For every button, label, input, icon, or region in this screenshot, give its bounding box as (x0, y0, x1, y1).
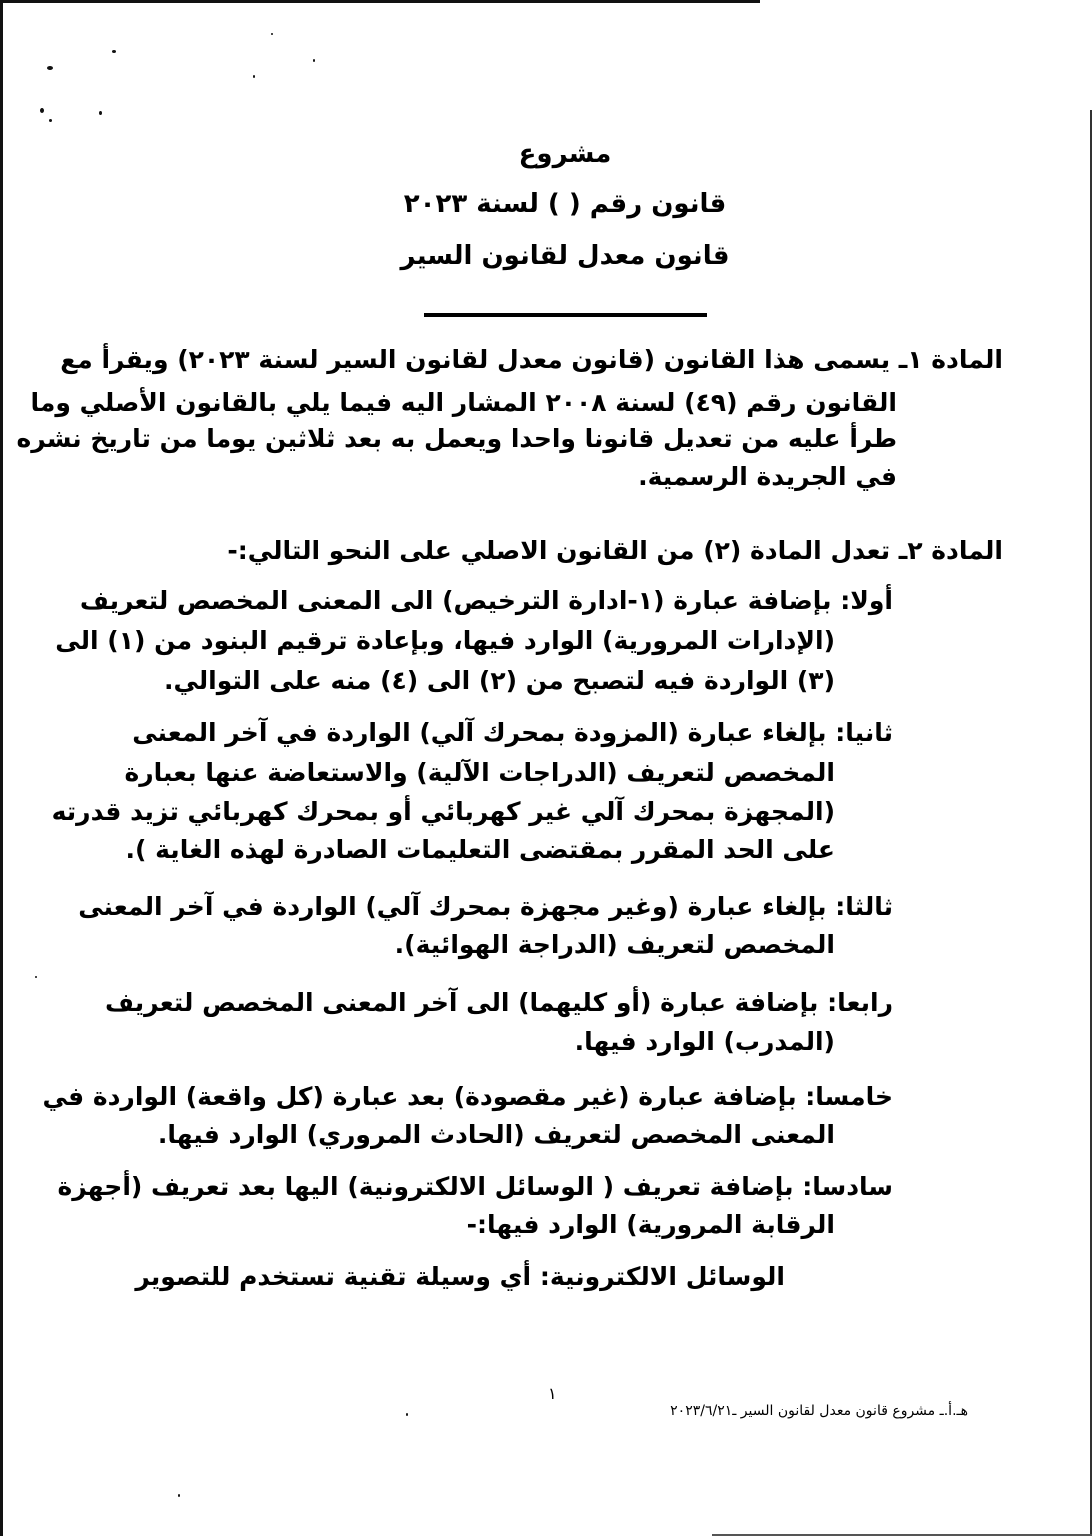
clause-3-line-1: ثالثا: بإلغاء عبارة (وغير مجهزة بمحرك آلي) الواردة في آخر المعنى (78, 892, 893, 921)
scan-border-top (0, 0, 760, 3)
article-2-line-1: المادة ٢ـ تعدل المادة (٢) من القانون الاصلي على النحو التالي:- (227, 536, 1003, 565)
article-1-line-4: في الجريدة الرسمية. (638, 462, 897, 491)
page-number: ١ (548, 1384, 557, 1403)
clause-5-line-2: المعنى المخصص لتعريف (الحادث المروري) الوارد فيها. (157, 1120, 835, 1149)
clause-2-line-2: المخصص لتعريف (الدراجات الآلية) والاستعاضة عنها بعبارة (124, 758, 835, 787)
scan-speck (178, 1494, 180, 1497)
clause-2-line-4: على الحد المقرر بمقتضى التعليمات الصادرة لهذه الغاية ). (125, 835, 835, 864)
clause-6-line-1: سادسا: بإضافة تعريف ( الوسائل الالكترونية) اليها بعد تعريف (أجهزة (57, 1172, 893, 1201)
scan-speck (406, 1413, 408, 1416)
clause-3-line-2: المخصص لتعريف (الدراجة الهوائية). (394, 930, 835, 959)
scan-speck (35, 976, 37, 978)
title-divider (424, 313, 707, 317)
footer-reference: هـ.أ.ـ مشروع قانون معدل لقانون السير ـ٢٠٢٣/٦/٢١ (670, 1403, 968, 1419)
law-number: قانون رقم ( ) لسنة ٢٠٢٣ (403, 189, 727, 219)
clause-1-line-3: (٣) الواردة فيه لتصبح من (٢) الى (٤) منه على التوالي. (163, 666, 835, 695)
clause-4-line-1: رابعا: بإضافة عبارة (أو كليهما) الى آخر المعنى المخصص لتعريف (104, 988, 893, 1017)
scan-speck (253, 75, 255, 78)
clause-2-line-3: (المجهزة بمحرك آلي غير كهربائي أو بمحرك كهربائي تزيد قدرته (51, 797, 835, 826)
clause-5-line-1: خامسا: بإضافة عبارة (غير مقصودة) بعد عبارة (كل واقعة) الواردة في (42, 1082, 893, 1111)
definition-electronic-means: الوسائل الالكترونية: أي وسيلة تقنية تستخدم للتصوير (135, 1262, 785, 1291)
scan-speck (40, 108, 44, 113)
scan-speck (313, 59, 315, 62)
clause-1-line-1: أولا: بإضافة عبارة (١-ادارة الترخيص) الى المعنى المخصص لتعريف (79, 586, 893, 615)
article-1-line-1: المادة ١ـ يسمى هذا القانون (قانون معدل لقانون السير لسنة ٢٠٢٣) ويقرأ مع (60, 345, 1003, 374)
scan-speck (47, 66, 53, 70)
scan-speck (112, 50, 116, 53)
law-title: قانون معدل لقانون السير (400, 241, 730, 271)
article-1-line-3: طرأ عليه من تعديل قانونا واحدا ويعمل به بعد ثلاثين يوما من تاريخ نشره (16, 424, 897, 453)
scan-border-left (0, 0, 3, 1536)
article-1-line-2: القانون رقم (٤٩) لسنة ٢٠٠٨ المشار اليه فيما يلي بالقانون الأصلي وما (30, 388, 897, 417)
scan-speck (99, 111, 102, 115)
clause-1-line-2: (الإدارات المرورية) الوارد فيها، وبإعادة ترقيم البنود من (١) الى (55, 626, 835, 655)
clause-4-line-2: (المدرب) الوارد فيها. (574, 1027, 835, 1056)
scan-speck (271, 33, 273, 35)
clause-2-line-1: ثانيا: بإلغاء عبارة (المزودة بمحرك آلي) الواردة في آخر المعنى (132, 718, 893, 747)
draft-label: مشروع (518, 139, 612, 169)
scan-speck (49, 119, 52, 122)
clause-6-line-2: الرقابة المرورية) الوارد فيها:- (466, 1210, 835, 1239)
